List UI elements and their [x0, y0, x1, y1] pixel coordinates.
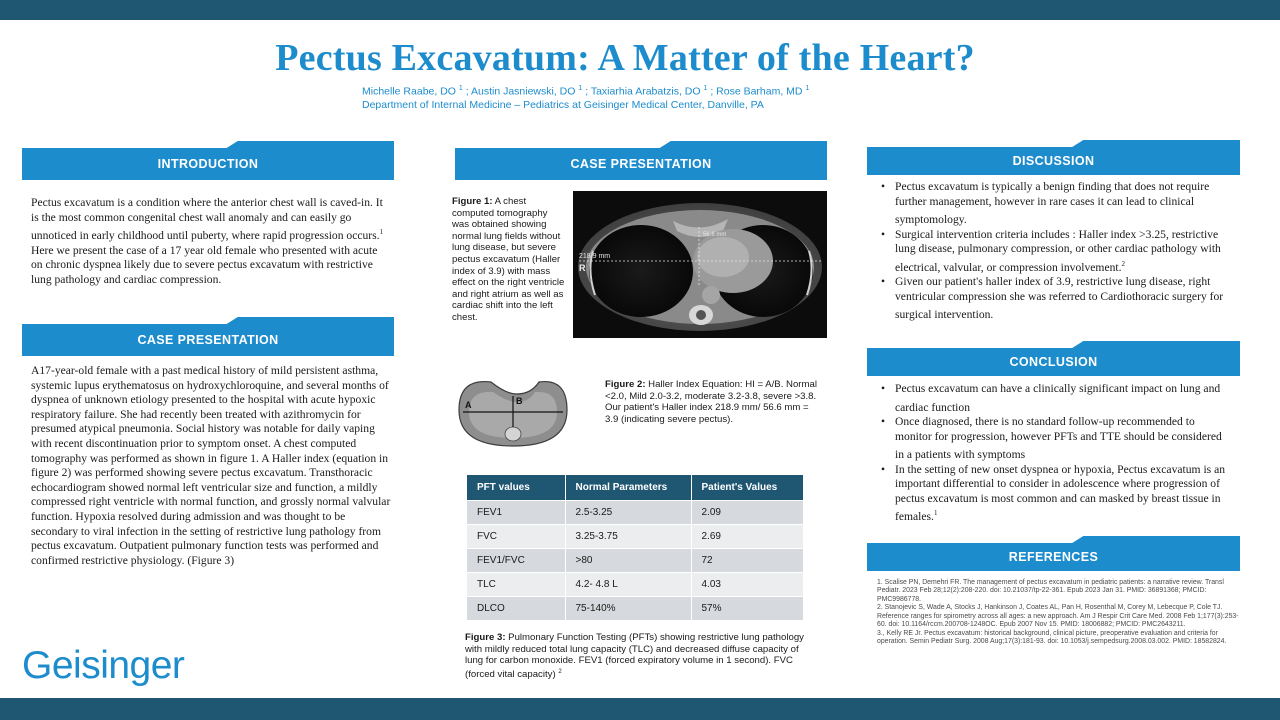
- list-item: [875, 415, 1233, 463]
- case-presentation-text: A17-year-old female with a past medical history of mild persistent asthma, systemic lupus erythematosus on hydroxychloroquine, and several months of dyspnea of unknown etiology presented to the hospital with acute hypoxic respiratory failure. She had recently been treated with azithromycin for presumed atypical pneumonia. Social history was notable for daily vaping with recent discontinuation prior to symptom onset. A chest computed tomography was performed as shown in figure 1. A Haller index (equation in figure 2) was performed showing severe pectus excavatum. Transthoracic echocardiogram showed normal left ventricular size and function, a mildly compressed right ventricle with normal function, and grossly normal valvular function. Hypoxia resolved during admission and was thought to be secondary to viral infection in the setting of restrictive lung pathology from pectus excavatum. Outpatient pulmonary function tests was performed and confirmed restrictive physiology. (Figure 3): [31, 364, 391, 567]
- introduction-text-part: Pectus excavatum is a condition where the anterior chest wall is caved-in. It is the most common congenital chest wall anomaly and can easily go unnoticed in early childhood until puberty, where rapid progression occurs.: [31, 196, 383, 243]
- haller-index-diagram: [451, 370, 573, 452]
- list-item-text: Surgical intervention criteria includes : Haller index >3.25, restrictive lung disease, pulmonary compression, or other cardiac pathology with electrical, valvular, or compression involvement.: [895, 227, 1221, 274]
- pft-table: [467, 475, 804, 620]
- pft-column-header: Patient's Values: [691, 475, 804, 500]
- figure-1-label: Figure 1:: [452, 196, 493, 207]
- references-list: [877, 579, 1241, 647]
- list-item: [875, 463, 1233, 525]
- conclusion-header-label: CONCLUSION: [1009, 355, 1098, 369]
- author-name: Michelle Raabe, DO: [362, 85, 456, 98]
- author-block: [362, 82, 809, 112]
- pft-cell: 2.5-3.25: [565, 500, 691, 524]
- figure-2-text: Haller Index Equation: HI = A/B. Normal <2.0, Mild 2.0-3.2, moderate 3.2-3.8, severe >3.8. Our patient's Haller index 218.9 mm/ 56.6 mm = 3.9 (indicating severe pectus).: [605, 379, 817, 425]
- pft-cell: 4.2- 4.8 L: [565, 572, 691, 596]
- chest-ct-image: [573, 191, 827, 338]
- list-item: [875, 382, 1233, 415]
- case-presentation-header-label: CASE PRESENTATION: [570, 157, 712, 171]
- conclusion-list: [875, 382, 1233, 525]
- list-item-text: In the setting of new onset dyspnea or hypoxia, Pectus excavatum is an important differential to consider in adolescence where progression of pectus excavatum is most common and can masked by breast tissue in females.: [895, 462, 1226, 524]
- haller-label-a: A: [465, 400, 472, 410]
- introduction-header: [22, 148, 394, 180]
- haller-diagram-illustration: [451, 370, 573, 452]
- citation-mark: 2: [558, 668, 562, 675]
- pft-cell: 4.03: [691, 572, 804, 596]
- pft-cell: FVC: [467, 524, 565, 548]
- reference-item: 1. Scalise PN, Demehri FR. The management of pectus excavatum in pediatric patients: a narrative review. Transl Pediatr. 2023 Feb 28;12(2):208-220. doi: 10.21037/tp-22-361. Epub 2023 Jan 31. PMID: 36891368; PMCID: PMC9986778.: [877, 579, 1224, 603]
- ct-orientation-label: R: [579, 263, 586, 273]
- pft-cell: 72: [691, 548, 804, 572]
- reference-item: 3., Kelly RE Jr. Pectus excavatum: historical background, clinical picture, preoperative evaluation and criteria for operation. Semin Pediatr Surg. 2008 Aug;17(3):181-93. doi: 10.1053/j.sempedsurg.2008.03.002. PMID: 18582824.: [877, 629, 1227, 646]
- pft-cell: 57%: [691, 596, 804, 620]
- header-tab: [867, 536, 1240, 543]
- poster-title: Pectus Excavatum: A Matter of the Heart?: [275, 37, 975, 79]
- citation-mark: 1: [379, 228, 384, 237]
- figure-1-caption: [452, 196, 567, 324]
- case-presentation-header-label: CASE PRESENTATION: [137, 333, 279, 347]
- table-row: [467, 572, 804, 596]
- header-tab: [867, 341, 1240, 348]
- pft-cell: FEV1/FVC: [467, 548, 565, 572]
- pft-cell: 2.09: [691, 500, 804, 524]
- table-row: [467, 524, 804, 548]
- header-tab: [455, 141, 827, 148]
- pft-cell: TLC: [467, 572, 565, 596]
- list-item: [875, 275, 1233, 323]
- case-presentation-header-center: [455, 148, 827, 180]
- haller-label-b: B: [516, 396, 523, 406]
- introduction-header-label: INTRODUCTION: [157, 157, 259, 171]
- figure-3-caption: [465, 632, 805, 681]
- case-presentation-header-left: [22, 324, 394, 356]
- conclusion-header: [867, 348, 1240, 376]
- discussion-header: [867, 147, 1240, 175]
- author-affiliation-mark: 1: [703, 85, 708, 92]
- figure-3-label: Figure 3:: [465, 632, 506, 643]
- references-header-label: REFERENCES: [1008, 550, 1099, 564]
- reference-item: 2. Stanojevic S, Wade A, Stocks J, Hankinson J, Coates AL, Pan H, Rosenthal M, Corey M, Lebecque P, Cole TJ. Reference ranges for spirometry across all ages: a new approach. Am J Respir Crit Care Med. 2008 Feb 1;177(3):253-60. doi: 10.1164/rccm.200708-1248OC. Epub 2007 Nov 15. PMID: 18006882; PMCID: PMC2643211.: [877, 604, 1239, 628]
- header-tab: [22, 141, 394, 148]
- header-tab: [22, 317, 394, 324]
- citation-mark: 1: [933, 509, 938, 518]
- pft-cell: >80: [565, 548, 691, 572]
- bottom-band: [0, 698, 1280, 720]
- ct-measurement-b: 56.6 mm: [703, 232, 727, 238]
- pft-column-header: Normal Parameters: [565, 475, 691, 500]
- geisinger-logo: Geisinger: [22, 644, 185, 687]
- author-affiliation-mark: 1: [458, 85, 463, 92]
- list-item: [875, 228, 1233, 276]
- citation-mark: 2: [1121, 259, 1126, 268]
- pft-column-header: PFT values: [467, 475, 565, 500]
- pft-cell: 75-140%: [565, 596, 691, 620]
- pft-cell: DLCO: [467, 596, 565, 620]
- table-row: [467, 500, 804, 524]
- list-item-text: Pectus excavatum can have a clinically significant impact on lung and cardiac function: [895, 382, 1221, 414]
- author-affiliation-mark: 1: [805, 85, 810, 92]
- ct-scan-illustration: [573, 191, 827, 338]
- affiliation: Department of Internal Medicine – Pediatrics at Geisinger Medical Center, Danville, PA: [362, 98, 764, 111]
- list-item: [875, 180, 1233, 228]
- author-name: Austin Jasniewski, DO: [470, 85, 576, 98]
- table-row: [467, 596, 804, 620]
- pft-cell: 3.25-3.75: [565, 524, 691, 548]
- figure-3-text: Pulmonary Function Testing (PFTs) showing restrictive lung pathology with mildly reduced total lung capacity (TLC) and decreased diffuse capacity of lung for carbon monoxide. FEV1 (forced expiratory volume in 1 second). FVC (forced vital capacity): [465, 632, 804, 680]
- author-affiliation-mark: 1: [578, 85, 583, 92]
- references-header: [867, 543, 1240, 571]
- introduction-text: [31, 196, 391, 287]
- author-name: Rose Barham, MD: [716, 85, 803, 98]
- author-name: Taxiarhia Arabatzis, DO: [590, 85, 701, 98]
- author-list: [362, 82, 809, 99]
- list-item-text: Given our patient's haller index of 3.9, restrictive lung disease, right ventricular compression she was referred to Cardiothoracic surgery for surgical intervention.: [895, 275, 1224, 322]
- discussion-header-label: DISCUSSION: [1012, 154, 1095, 168]
- pft-cell: FEV1: [467, 500, 565, 524]
- author-separator: ;: [465, 85, 471, 98]
- figure-2-caption: [605, 379, 817, 425]
- figure-1-text: A chest computed tomography was obtained showing normal lung fields without lung disease, but severe pectus excavatum (Haller index of 3.9) with mass effect on the right ventricle and right atrium as well as cardiac shift into the left chest.: [452, 196, 565, 323]
- introduction-text-part: Here we present the case of a 17 year old female who presented with acute on chronic dyspnea likely due to severe pectus excavatum with restrictive lung pathology and cardiac compression.: [31, 243, 378, 286]
- pft-cell: 2.69: [691, 524, 804, 548]
- discussion-list: [875, 180, 1233, 323]
- ct-measurement-a: 218.9 mm: [579, 253, 611, 260]
- author-separator: ;: [585, 85, 591, 98]
- table-row: [467, 548, 804, 572]
- figure-2-label: Figure 2:: [605, 379, 646, 390]
- author-separator: ;: [710, 85, 717, 98]
- pft-table-header-row: [467, 475, 804, 500]
- list-item-text: Pectus excavatum is typically a benign finding that does not require further management, however in rare cases it can lead to clinical symptomology.: [895, 180, 1210, 227]
- top-band: [0, 0, 1280, 20]
- list-item-text: Once diagnosed, there is no standard follow-up recommended to monitor for progression, however PFTs and TTE should be considered in a patients with symptoms: [895, 415, 1222, 462]
- header-tab: [867, 140, 1240, 147]
